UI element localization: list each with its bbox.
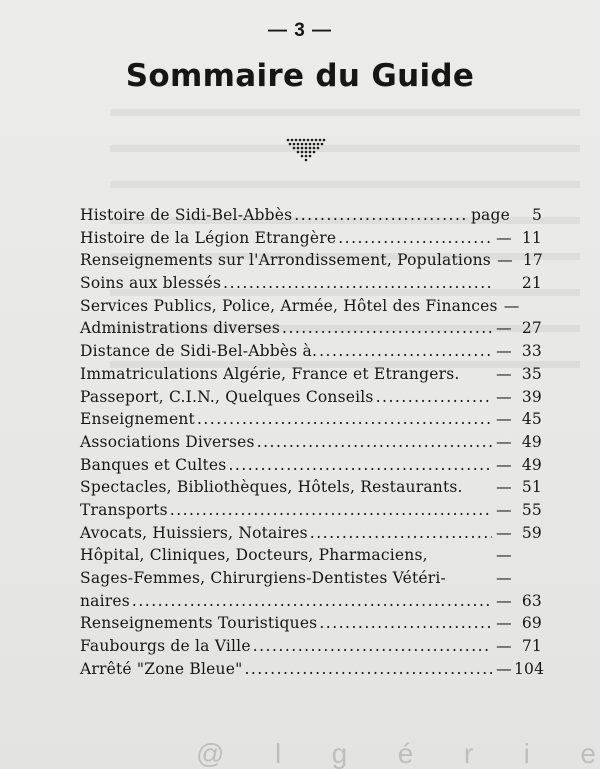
dot-leader	[253, 637, 492, 655]
toc-dash: —	[496, 614, 512, 633]
toc-entry	[80, 410, 542, 433]
toc-entry	[80, 637, 542, 660]
toc-page-number: 51	[521, 478, 542, 497]
toc-dash: —	[496, 319, 512, 338]
toc-entry	[80, 206, 542, 229]
toc-entry	[80, 297, 542, 320]
toc-page-number: 33	[521, 342, 542, 361]
toc-dash: —	[503, 296, 520, 315]
toc-dash: —	[496, 546, 512, 565]
page-title: Sommaire du Guide	[125, 58, 475, 94]
toc-entry-label: Associations Diverses	[80, 432, 255, 451]
toc-page-number: 35	[521, 364, 542, 383]
toc-dash: —	[496, 228, 512, 247]
toc-dash: —	[496, 478, 512, 497]
inverted-triangle-dot-ornament-icon	[286, 138, 326, 162]
toc-dash: —	[496, 591, 512, 610]
toc-entry	[80, 524, 542, 547]
toc-page-number: 59	[521, 523, 542, 542]
dot-leader	[294, 206, 469, 224]
toc-entry	[80, 365, 542, 388]
toc-page-number: 5	[531, 206, 542, 224]
toc-dash: —	[496, 500, 512, 519]
watermark-letter: i	[523, 738, 530, 769]
toc-entry	[80, 614, 542, 637]
toc-page-number: 11	[521, 228, 542, 247]
toc-page-number: 63	[521, 591, 542, 610]
toc-page-number: 45	[521, 410, 542, 429]
toc-page-number: 49	[521, 432, 542, 451]
table-of-contents	[80, 206, 545, 682]
watermark-letter: e	[580, 738, 596, 769]
watermark-letter: @	[196, 738, 225, 769]
toc-entry-label: naires	[80, 591, 130, 610]
toc-entry-label: Sages-Femmes, Chirurgiens-Dentistes Vétéri-	[80, 569, 446, 587]
toc-entry-label: Banques et Cultes	[80, 455, 227, 474]
toc-dash: —	[496, 523, 512, 542]
toc-page-number: 49	[521, 455, 542, 474]
toc-entry	[80, 388, 542, 411]
dot-leader	[257, 433, 492, 451]
toc-page-number: 39	[521, 387, 542, 406]
toc-entry-label: Transports	[80, 500, 168, 519]
toc-dash: —	[496, 410, 512, 429]
dot-leader	[223, 274, 492, 292]
toc-page-number: 71	[521, 637, 542, 656]
dot-leader	[244, 660, 492, 678]
toc-entry-label: Arrêté "Zone Bleue"	[80, 659, 243, 678]
page-number: — 3 —	[267, 20, 333, 41]
toc-page-number: 55	[521, 500, 542, 519]
toc-dash: —	[496, 659, 512, 678]
watermark-letter: l	[274, 738, 282, 769]
toc-entry-label: Soins aux blessés	[80, 274, 222, 293]
toc-page-prefix: page	[470, 206, 510, 224]
toc-entry-label: Services Publics, Police, Armée, Hôtel des Finances	[80, 296, 498, 315]
toc-entry-label: Avocats, Huissiers, Notaires	[80, 523, 308, 542]
toc-dash: —	[496, 432, 512, 451]
toc-entry-label: Renseignements Touristiques	[80, 614, 318, 633]
toc-entry	[80, 229, 542, 252]
toc-dash: —	[496, 387, 512, 406]
toc-entry-label: Administrations diverses	[80, 319, 281, 338]
toc-entry	[80, 251, 542, 274]
toc-page-number: 27	[521, 319, 542, 338]
toc-entry	[80, 569, 542, 592]
toc-dash: —	[496, 342, 512, 361]
dot-leader	[319, 614, 492, 632]
toc-entry	[80, 456, 542, 479]
toc-entry-label: Hôpital, Cliniques, Docteurs, Pharmaciens,	[80, 546, 428, 565]
toc-page-number: 21	[521, 274, 542, 293]
dot-leader	[310, 524, 492, 542]
watermark-letter: g	[331, 738, 348, 769]
toc-page-number: 69	[521, 614, 542, 633]
watermark	[196, 738, 596, 769]
dot-leader	[132, 592, 492, 610]
toc-entry	[80, 342, 542, 365]
toc-entry	[80, 274, 542, 297]
toc-entry-label: Histoire de Sidi-Bel-Abbès	[80, 206, 293, 224]
toc-entry-label: Enseignement	[80, 410, 195, 429]
toc-entry	[80, 319, 542, 342]
toc-dash: —	[496, 637, 512, 656]
toc-dash: —	[496, 455, 512, 474]
dot-leader	[228, 456, 492, 474]
watermark-letter: é	[397, 738, 414, 769]
dot-leader	[197, 410, 492, 428]
toc-entry-label: Distance de Sidi-Bel-Abbès à.	[80, 342, 318, 361]
dot-leader	[376, 388, 492, 406]
toc-entry	[80, 546, 542, 569]
toc-page-number: 104	[514, 659, 545, 678]
toc-page-number: 17	[522, 251, 543, 270]
dot-leader	[170, 501, 492, 519]
watermark-letter: r	[463, 738, 474, 769]
toc-entry-label: Renseignements sur l'Arrondissement, Populations	[80, 251, 491, 270]
toc-entry	[80, 433, 542, 456]
toc-entry	[80, 501, 542, 524]
toc-entry-label: Immatriculations Algérie, France et Etrangers.	[80, 364, 460, 383]
toc-dash: —	[497, 251, 513, 270]
dot-leader	[338, 229, 492, 247]
toc-entry-label: Passeport, C.I.N., Quelques Conseils	[80, 387, 374, 406]
toc-entry-label: Faubourgs de la Ville	[80, 637, 251, 656]
toc-dash: —	[496, 364, 512, 383]
toc-dash: —	[496, 569, 512, 587]
toc-entry-label: Spectacles, Bibliothèques, Hôtels, Restaurants.	[80, 478, 463, 497]
toc-entry	[80, 478, 542, 501]
dot-leader	[282, 319, 492, 337]
toc-entry-label: Histoire de la Légion Etrangère	[80, 228, 337, 247]
toc-entry	[80, 592, 542, 615]
toc-entry	[80, 659, 545, 683]
dot-leader	[319, 342, 492, 360]
